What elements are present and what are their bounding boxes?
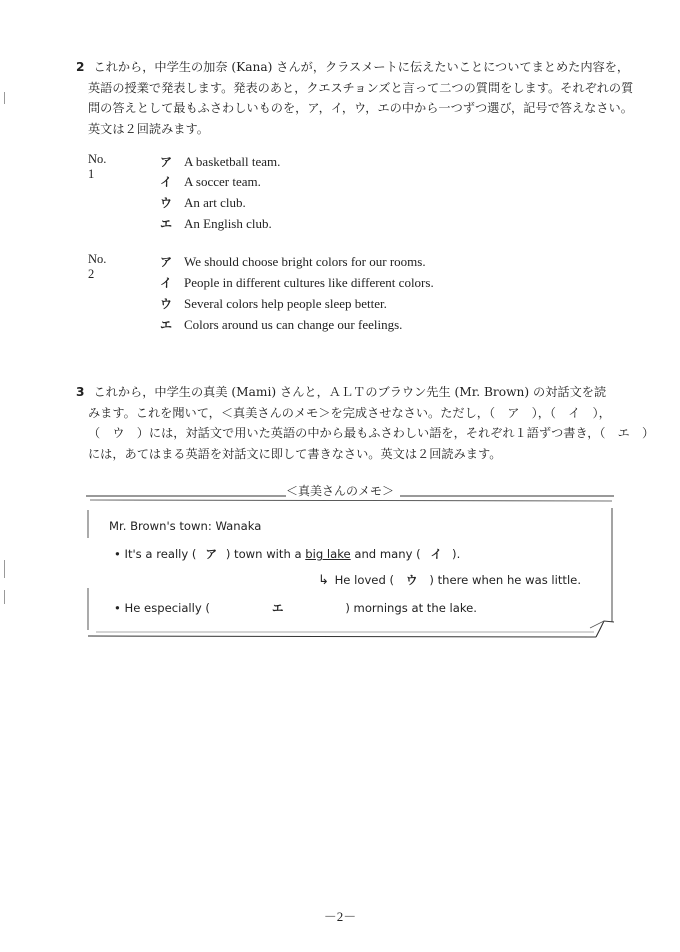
memo-text: ) there when he was little.: [429, 573, 582, 587]
option-text: Colors around us can change our feelings.: [184, 317, 403, 332]
option-kana: ウ: [160, 297, 173, 311]
memo-heading: Mr. Brown's town: Wanaka: [109, 519, 262, 533]
question-3-instructions: [76, 382, 654, 464]
option-text: An art club.: [184, 195, 246, 210]
option-text: A basketball team.: [184, 154, 281, 169]
blank-i-label: イ: [430, 547, 443, 561]
option-text: Several colors help people sleep better.: [184, 296, 387, 311]
instruction-line: これから，中学生の加奈 (Kana) さんが，クラスメートに伝えたいことについてまとめた内容を，: [93, 60, 630, 74]
question-number: 3: [76, 385, 85, 399]
option-kana: イ: [160, 175, 173, 189]
option-row: [160, 172, 261, 192]
blank-a-label: ア: [205, 547, 217, 561]
memo-text: He loved (: [334, 573, 395, 587]
option-row: [160, 193, 246, 213]
arrow-icon: ↳: [318, 573, 329, 588]
option-row: [160, 273, 434, 293]
question-number: 2: [76, 60, 85, 74]
instruction-line: には，あてはまる英語を対話文に即して書きなさい。英文は２回読みます。: [88, 446, 502, 461]
option-text: We should choose bright colors for our rooms.: [184, 254, 426, 269]
memo-underlined-text: big lake: [305, 547, 351, 561]
instruction-line: 問の答えとして最もふさわしいものを，ア，イ，ウ，エの中から一つずつ選び，記号で答えなさい。: [88, 101, 633, 115]
option-kana: ア: [160, 155, 173, 169]
memo-line-2: [318, 572, 581, 588]
blank-e-label: エ: [271, 601, 284, 615]
option-text: A soccer team.: [184, 174, 261, 189]
scan-edge-mark: [4, 92, 5, 104]
option-kana: イ: [160, 276, 173, 290]
option-row: [160, 152, 280, 172]
option-kana: エ: [160, 318, 173, 332]
memo-text: ) town with a: [225, 547, 302, 561]
page-number: －2－: [323, 909, 357, 924]
memo-line-3: [114, 600, 477, 616]
no1-label: No. 1: [88, 152, 107, 181]
option-text: People in different cultures like different colors.: [184, 275, 434, 290]
option-row: [160, 294, 387, 314]
memo-text: ).: [452, 547, 461, 561]
blank-u-label: ウ: [405, 573, 418, 587]
instruction-line: （ ウ ）には，対話文で用いた英語の中から最もふさわしい語を，それぞれ１語ずつ書き，（ エ ）: [88, 426, 655, 440]
question-2-instructions: [76, 57, 633, 139]
instruction-line: みます。これを聞いて，＜真美さんのメモ＞を完成させなさい。ただし，（ ア ），（ イ ），: [88, 405, 611, 420]
memo-title: ＜真美さんのメモ＞: [285, 484, 394, 498]
option-row: [160, 214, 272, 234]
memo-text: and many (: [354, 547, 421, 561]
option-kana: ア: [160, 255, 173, 269]
instruction-line: 英文は２回読みます。: [88, 121, 209, 136]
option-row: [160, 252, 426, 272]
option-row: [160, 315, 402, 335]
scan-edge-mark: [4, 560, 5, 578]
option-kana: エ: [160, 217, 173, 231]
option-kana: ウ: [160, 196, 173, 210]
no2-label: No. 2: [88, 252, 107, 281]
scan-edge-mark: [4, 590, 5, 604]
memo-text: • It's a really (: [114, 547, 197, 561]
instruction-line: 英語の授業で発表します。発表のあと，クエスチョンズと言って二つの質問をします。それぞれの質: [88, 80, 634, 95]
option-text: An English club.: [184, 216, 272, 231]
memo-text: ) mornings at the lake.: [345, 601, 477, 615]
instruction-line: これから，中学生の真美 (Mami) さんと，ＡＬＴのブラウン先生 (Mr. Brown) の対話文を読: [93, 385, 607, 399]
memo-line-1: [114, 546, 460, 562]
memo-text: • He especially (: [114, 601, 210, 615]
